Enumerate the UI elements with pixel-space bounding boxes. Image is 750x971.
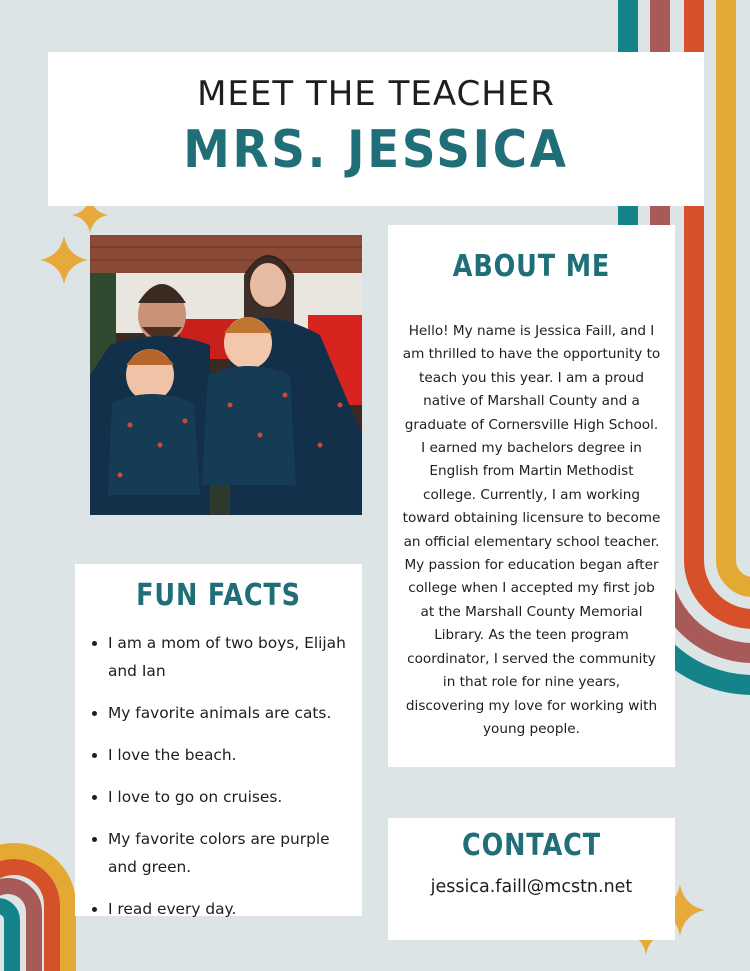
teacher-name: MRS. JESSICA: [183, 120, 569, 180]
contact-card: [388, 818, 675, 940]
contact-email[interactable]: jessica.faill@mcstn.net: [430, 877, 633, 897]
family-photo: [90, 235, 362, 515]
list-item: • I love the beach.: [108, 741, 352, 769]
about-heading: ABOUT ME: [452, 249, 611, 284]
fun-facts-card: [75, 564, 362, 916]
sparkle-star-icon: [40, 236, 88, 284]
list-item: • I love to go on cruises.: [108, 783, 352, 811]
list-item: • My favorite animals are cats.: [108, 699, 352, 727]
list-item: • I read every day.: [108, 895, 352, 923]
list-item: • I am a mom of two boys, Elijah and Ian: [108, 629, 352, 685]
contact-heading: CONTACT: [462, 828, 601, 863]
header-card: [48, 52, 704, 206]
fun-facts-list: [75, 629, 352, 923]
fun-facts-heading: FUN FACTS: [136, 578, 301, 613]
about-card: [388, 225, 675, 767]
about-text: Hello! My name is Jessica Faill, and I am thrilled to have the opportunity to teach you this year. I am a proud native of Marshall County and a graduate of Cornersville High School. I earned my bachelors degree in English from Martin Methodist college. Currently, I am working toward obtaining licensure to become an official elementary school teacher. My passion for education began after college when I accepted my first job at the Marshall County Memorial Library. As the teen program coordinator, I served the community in that role for nine years, discovering my love for working with young people.: [402, 323, 661, 737]
list-item: • My favorite colors are purple and green.: [108, 825, 352, 881]
header-kicker: MEET THE TEACHER: [197, 74, 555, 114]
